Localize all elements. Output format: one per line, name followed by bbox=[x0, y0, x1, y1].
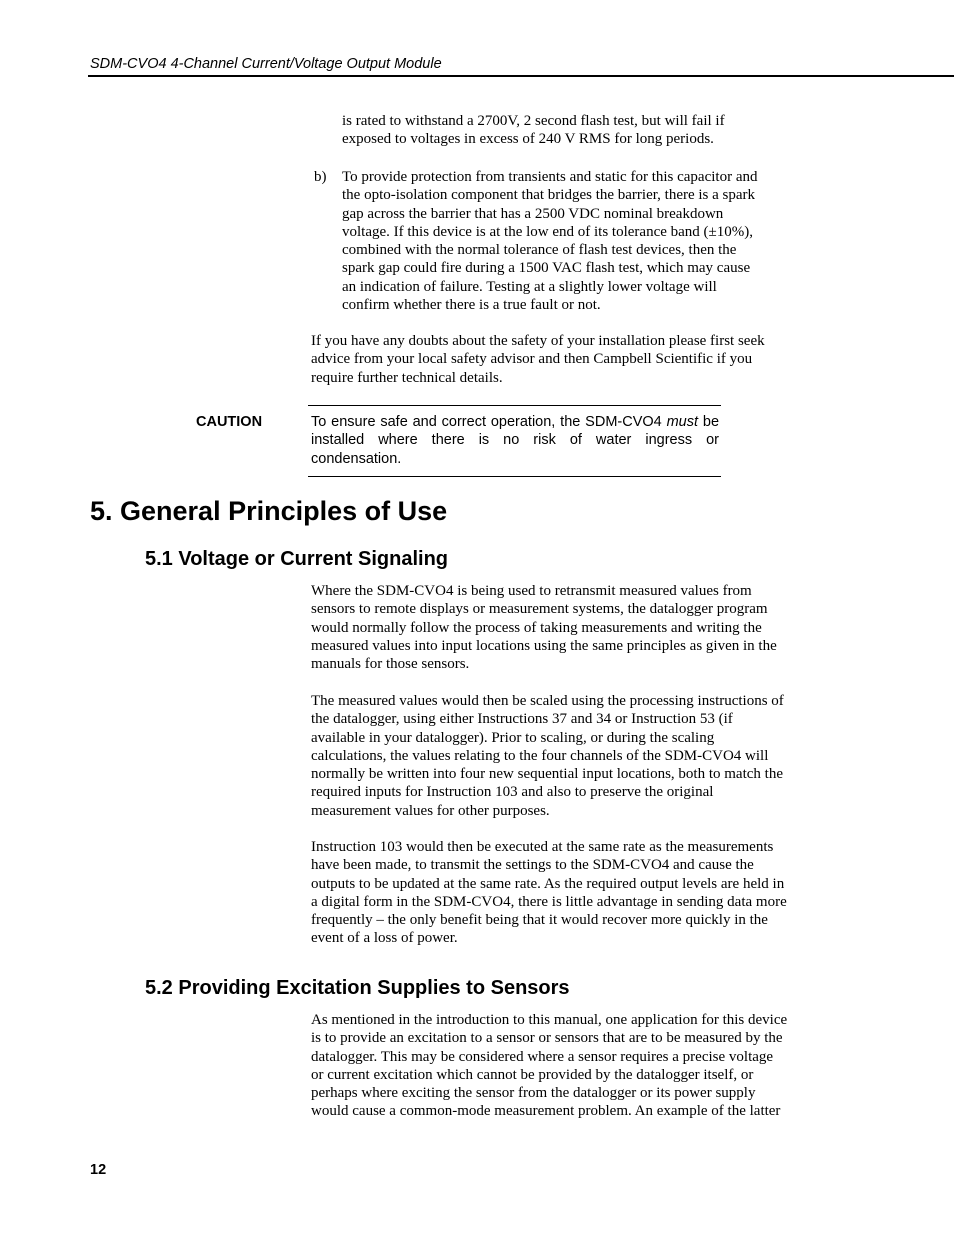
paragraph bbox=[311, 692, 811, 820]
caution-top-rule bbox=[308, 405, 721, 406]
text-line: an indication of failure. Testing at a slightly lower voltage will bbox=[342, 278, 717, 295]
text-line: datalogger. This may be considered where a sensor requires a precise voltage bbox=[311, 1048, 774, 1065]
text-line: is rated to withstand a 2700V, 2 second flash test, but will fail if bbox=[342, 113, 725, 129]
text-line: Instruction 103 would then be executed at the same rate as the measurements bbox=[311, 839, 774, 855]
text-line: perhaps where exciting the sensor from the datalogger or its power supply bbox=[311, 1085, 756, 1102]
text-line: is to provide an excitation to a sensor or sensors that are to be measured by the bbox=[311, 1030, 783, 1047]
caution-text-end: be installed where there is no risk of water ingress or condensation. bbox=[311, 414, 720, 467]
text-line: spark gap could fire during a 1500 VAC flash test, which may cause bbox=[342, 260, 751, 277]
caution-text bbox=[311, 413, 719, 468]
text-line: exposed to voltages in excess of 240 V RMS for long periods. bbox=[342, 131, 714, 148]
text-line: gap across the barrier that has a 2500 VDC nominal breakdown bbox=[342, 205, 724, 222]
text-line: required inputs for Instruction 103 and also to preserve the original bbox=[311, 784, 714, 801]
section-heading-5-1: 5.1 Voltage or Current Signaling bbox=[145, 548, 449, 570]
text-line: would normally follow the process of taking measurements and writing the bbox=[311, 619, 762, 636]
list-item-label: b) bbox=[314, 169, 327, 185]
text-line: normally be written into four new sequential input locations, both to match the bbox=[311, 766, 783, 783]
text-line: frequently – the only benefit being that it would recover more quickly in the bbox=[311, 912, 768, 929]
continuation-paragraph bbox=[342, 112, 782, 149]
caution-label: CAUTION bbox=[196, 414, 263, 430]
text-line: combined with the normal tolerance of flash test devices, then the bbox=[342, 242, 737, 259]
caution-text-start: To ensure safe and correct operation, the SDM-CVO4 bbox=[311, 414, 662, 430]
text-line: a digital form in the SDM-CVO4, there is little advantage in sending data more bbox=[311, 893, 787, 910]
text-line: advice from your local safety advisor and then Campbell Scientific if you bbox=[311, 351, 753, 368]
section-heading-5: 5. General Principles of Use bbox=[90, 496, 448, 526]
safety-doubts-paragraph bbox=[311, 332, 801, 387]
running-header-title: SDM-CVO4 4-Channel Current/Voltage Output Module bbox=[90, 56, 442, 72]
text-line: voltage. If this device is at the low end of its tolerance band (±10%), bbox=[342, 223, 754, 240]
text-line: the opto-isolation component that bridges the barrier, there is a spark bbox=[342, 187, 756, 204]
list-item-b-text bbox=[342, 168, 782, 314]
section-heading-5-2: 5.2 Providing Excitation Supplies to Sensors bbox=[145, 977, 570, 999]
text-line: event of a loss of power. bbox=[311, 930, 458, 947]
page-number: 12 bbox=[90, 1162, 107, 1178]
text-line: available in your datalogger). Prior to scaling, or during the scaling bbox=[311, 729, 715, 746]
caution-emphasis: must bbox=[666, 414, 699, 430]
text-line: sensors to remote displays or measurement systems, the datalogger program bbox=[311, 601, 768, 618]
text-line: require further technical details. bbox=[311, 369, 503, 386]
text-line: would cause a common-mode measurement problem. An example of the latter bbox=[311, 1103, 781, 1120]
text-line: the datalogger, using either Instructions 37 and 34 or Instruction 53 (if bbox=[311, 711, 733, 728]
header-rule bbox=[88, 75, 954, 77]
text-line: If you have any doubts about the safety of your installation please first seek bbox=[311, 333, 765, 349]
text-line: measured values into input locations using the same principles as given in the bbox=[311, 637, 777, 654]
text-line: confirm whether there is a true fault or not. bbox=[342, 297, 601, 314]
caution-bottom-rule bbox=[308, 476, 721, 477]
text-line: To provide protection from transients and static for this capacitor and bbox=[342, 169, 758, 185]
paragraph bbox=[311, 582, 811, 673]
text-line: Where the SDM-CVO4 is being used to retransmit measured values from bbox=[311, 583, 752, 599]
text-line: calculations, the values relating to the four channels of the SDM-CVO4 will bbox=[311, 747, 769, 764]
text-line: have been made, to transmit the settings to the SDM-CVO4 and cause the bbox=[311, 857, 754, 874]
paragraph bbox=[311, 838, 811, 948]
text-line: outputs to be updated at the same rate. As the required output levels are held in bbox=[311, 875, 785, 892]
text-line: As mentioned in the introduction to this manual, one application for this device bbox=[311, 1012, 788, 1028]
text-line: The measured values would then be scaled using the processing instructions of bbox=[311, 693, 784, 709]
text-line: or current excitation which cannot be provided by the datalogger itself, or bbox=[311, 1066, 754, 1083]
paragraph bbox=[311, 1011, 811, 1121]
text-line: measurement values for other purposes. bbox=[311, 802, 550, 819]
text-line: manuals for those sensors. bbox=[311, 656, 470, 673]
